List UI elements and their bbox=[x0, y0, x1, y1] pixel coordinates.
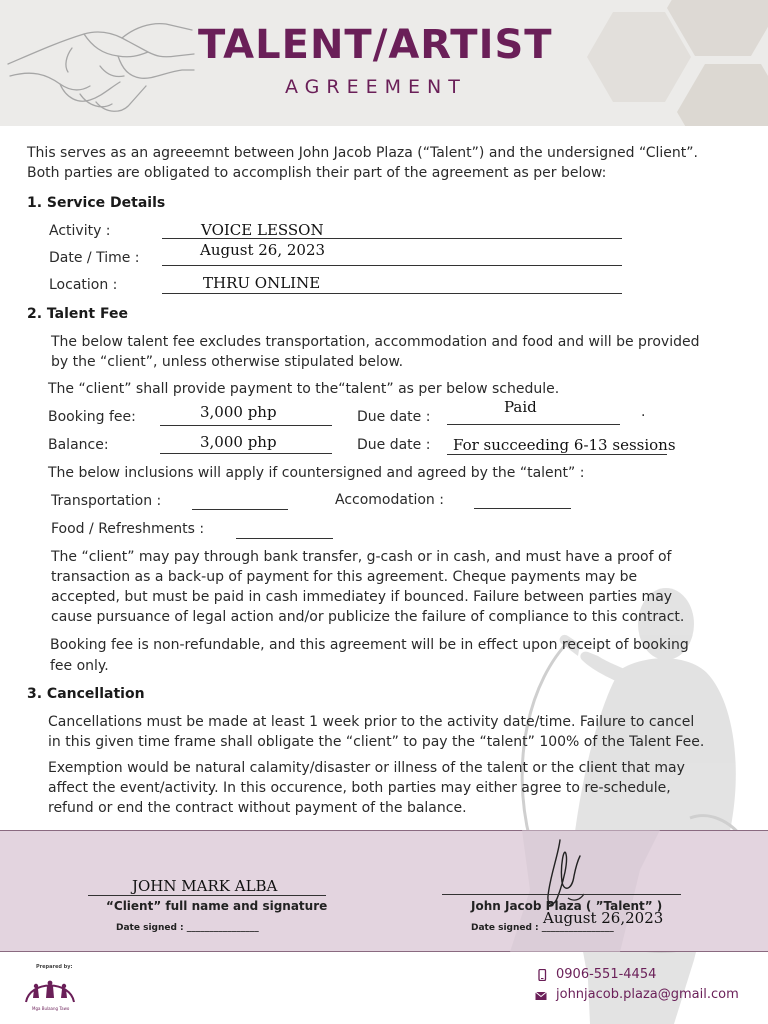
section-heading-fee: 2. Talent Fee bbox=[27, 306, 128, 322]
cancellation-paragraph-2-line-3: refund or end the contract without payment of the balance. bbox=[48, 800, 467, 816]
due-date-value-1: Paid bbox=[504, 398, 537, 416]
fee-paragraph-2-line-4: cause pursuance of legal action and/or publicize the failure of compliance to this contract. bbox=[51, 609, 685, 625]
location-value: THRU ONLINE bbox=[203, 274, 321, 292]
due-date-dot: . bbox=[641, 404, 646, 420]
client-date-signed: Date signed : ________________ bbox=[116, 923, 259, 933]
activity-value: VOICE LESSON bbox=[201, 221, 324, 239]
section-heading-service: 1. Service Details bbox=[27, 195, 166, 211]
booking-fee-underline bbox=[160, 425, 332, 426]
booking-fee-label: Booking fee: bbox=[48, 409, 136, 425]
cancellation-paragraph-1-line-1: Cancellations must be made at least 1 week prior to the activity date/time. Failure to cancel bbox=[48, 714, 695, 730]
phone-icon bbox=[536, 969, 548, 981]
email-icon bbox=[535, 990, 547, 1002]
due-date-label-1: Due date : bbox=[357, 409, 431, 425]
document-subtitle: AGREEMENT bbox=[285, 76, 467, 98]
datetime-underline bbox=[162, 265, 622, 266]
transportation-blank bbox=[192, 509, 288, 510]
inclusions-text: The below inclusions will apply if countersigned and agreed by the “talent” : bbox=[48, 465, 585, 481]
fee-paragraph-2-line-1: The “client” may pay through bank transfer, g-cash or in cash, and must have a proof of bbox=[51, 549, 672, 565]
cancellation-paragraph-2-line-1: Exemption would be natural calamity/disaster or illness of the talent or the client that may bbox=[48, 760, 685, 776]
prepared-by-label: Prepared by: bbox=[36, 964, 73, 970]
client-signature-caption: “Client” full name and signature bbox=[106, 899, 328, 913]
contact-phone[interactable]: 0906-551-4454 bbox=[556, 967, 657, 982]
fee-paragraph-3-line-2: fee only. bbox=[50, 658, 109, 674]
food-label: Food / Refreshments : bbox=[51, 521, 205, 537]
transportation-label: Transportation : bbox=[51, 493, 162, 509]
due-date-value-2: For succeeding 6-13 sessions bbox=[453, 436, 676, 454]
cancellation-paragraph-2-line-2: affect the event/activity. In this occurence, both parties may either agree to re-schedule, bbox=[48, 780, 671, 796]
balance-underline bbox=[160, 453, 332, 454]
intro-line-1: This serves as an agreeemnt between John Jacob Plaza (“Talent”) and the undersigned “Client”. bbox=[27, 145, 698, 161]
due-date-label-2: Due date : bbox=[357, 437, 431, 453]
booking-fee-value: 3,000 php bbox=[200, 403, 277, 421]
hexagon-pattern bbox=[555, 0, 768, 126]
location-label: Location : bbox=[49, 277, 118, 293]
datetime-value: August 26, 2023 bbox=[200, 241, 326, 259]
talent-signature-caption: John Jacob Plaza ( ”Talent” ) bbox=[471, 899, 663, 913]
client-signature-line bbox=[88, 895, 326, 896]
accomodation-label: Accomodation : bbox=[335, 492, 444, 508]
logo-caption: Mga Bulaang Tawo bbox=[32, 1006, 70, 1011]
intro-line-2: Both parties are obligated to accomplish their part of the agreement as per below: bbox=[27, 165, 607, 181]
contact-email[interactable]: johnjacob.plaza@gmail.com bbox=[556, 987, 739, 1002]
datetime-label: Date / Time : bbox=[49, 250, 140, 266]
logo-icon bbox=[22, 972, 78, 1006]
talent-date-value: August 26,2023 bbox=[543, 909, 664, 927]
singer-watermark-band bbox=[470, 830, 768, 952]
fee-paragraph-2-line-3: accepted, but must be paid in cash immediatey if bounced. Failure between parties may bbox=[51, 589, 673, 605]
fee-paragraph-1-line-1: The below talent fee excludes transportation, accommodation and food and will be provided bbox=[51, 334, 700, 350]
due-date-underline-1 bbox=[447, 424, 620, 425]
activity-underline bbox=[162, 238, 622, 239]
balance-value: 3,000 php bbox=[200, 433, 277, 451]
client-name: JOHN MARK ALBA bbox=[132, 877, 278, 895]
location-underline bbox=[162, 293, 622, 294]
talent-signature-line bbox=[442, 894, 681, 895]
accomodation-blank bbox=[474, 508, 571, 509]
fee-paragraph-1-line-2: by the “client”, unless otherwise stipulated below. bbox=[51, 354, 404, 370]
talent-date-signed: Date signed : ________________ bbox=[471, 923, 614, 933]
document-title: TALENT/ARTIST bbox=[198, 22, 553, 68]
handshake-icon bbox=[6, 12, 196, 117]
due-date-underline-2 bbox=[447, 454, 667, 455]
fee-paragraph-3-line-1: Booking fee is non-refundable, and this agreement will be in effect upon receipt of booking bbox=[50, 637, 689, 653]
section-heading-cancellation: 3. Cancellation bbox=[27, 686, 145, 702]
food-blank bbox=[236, 538, 333, 539]
header-banner bbox=[0, 0, 768, 126]
fee-paragraph-2-line-2: transaction as a back-up of payment for this agreement. Cheque payments may be bbox=[51, 569, 638, 585]
fee-schedule-text: The “client” shall provide payment to the“talent” as per below schedule. bbox=[48, 381, 560, 397]
balance-label: Balance: bbox=[48, 437, 109, 453]
activity-label: Activity : bbox=[49, 223, 111, 239]
cancellation-paragraph-1-line-2: in this given time frame shall obligate the “client” to pay the “talent” 100% of the Talent Fee. bbox=[48, 734, 705, 750]
